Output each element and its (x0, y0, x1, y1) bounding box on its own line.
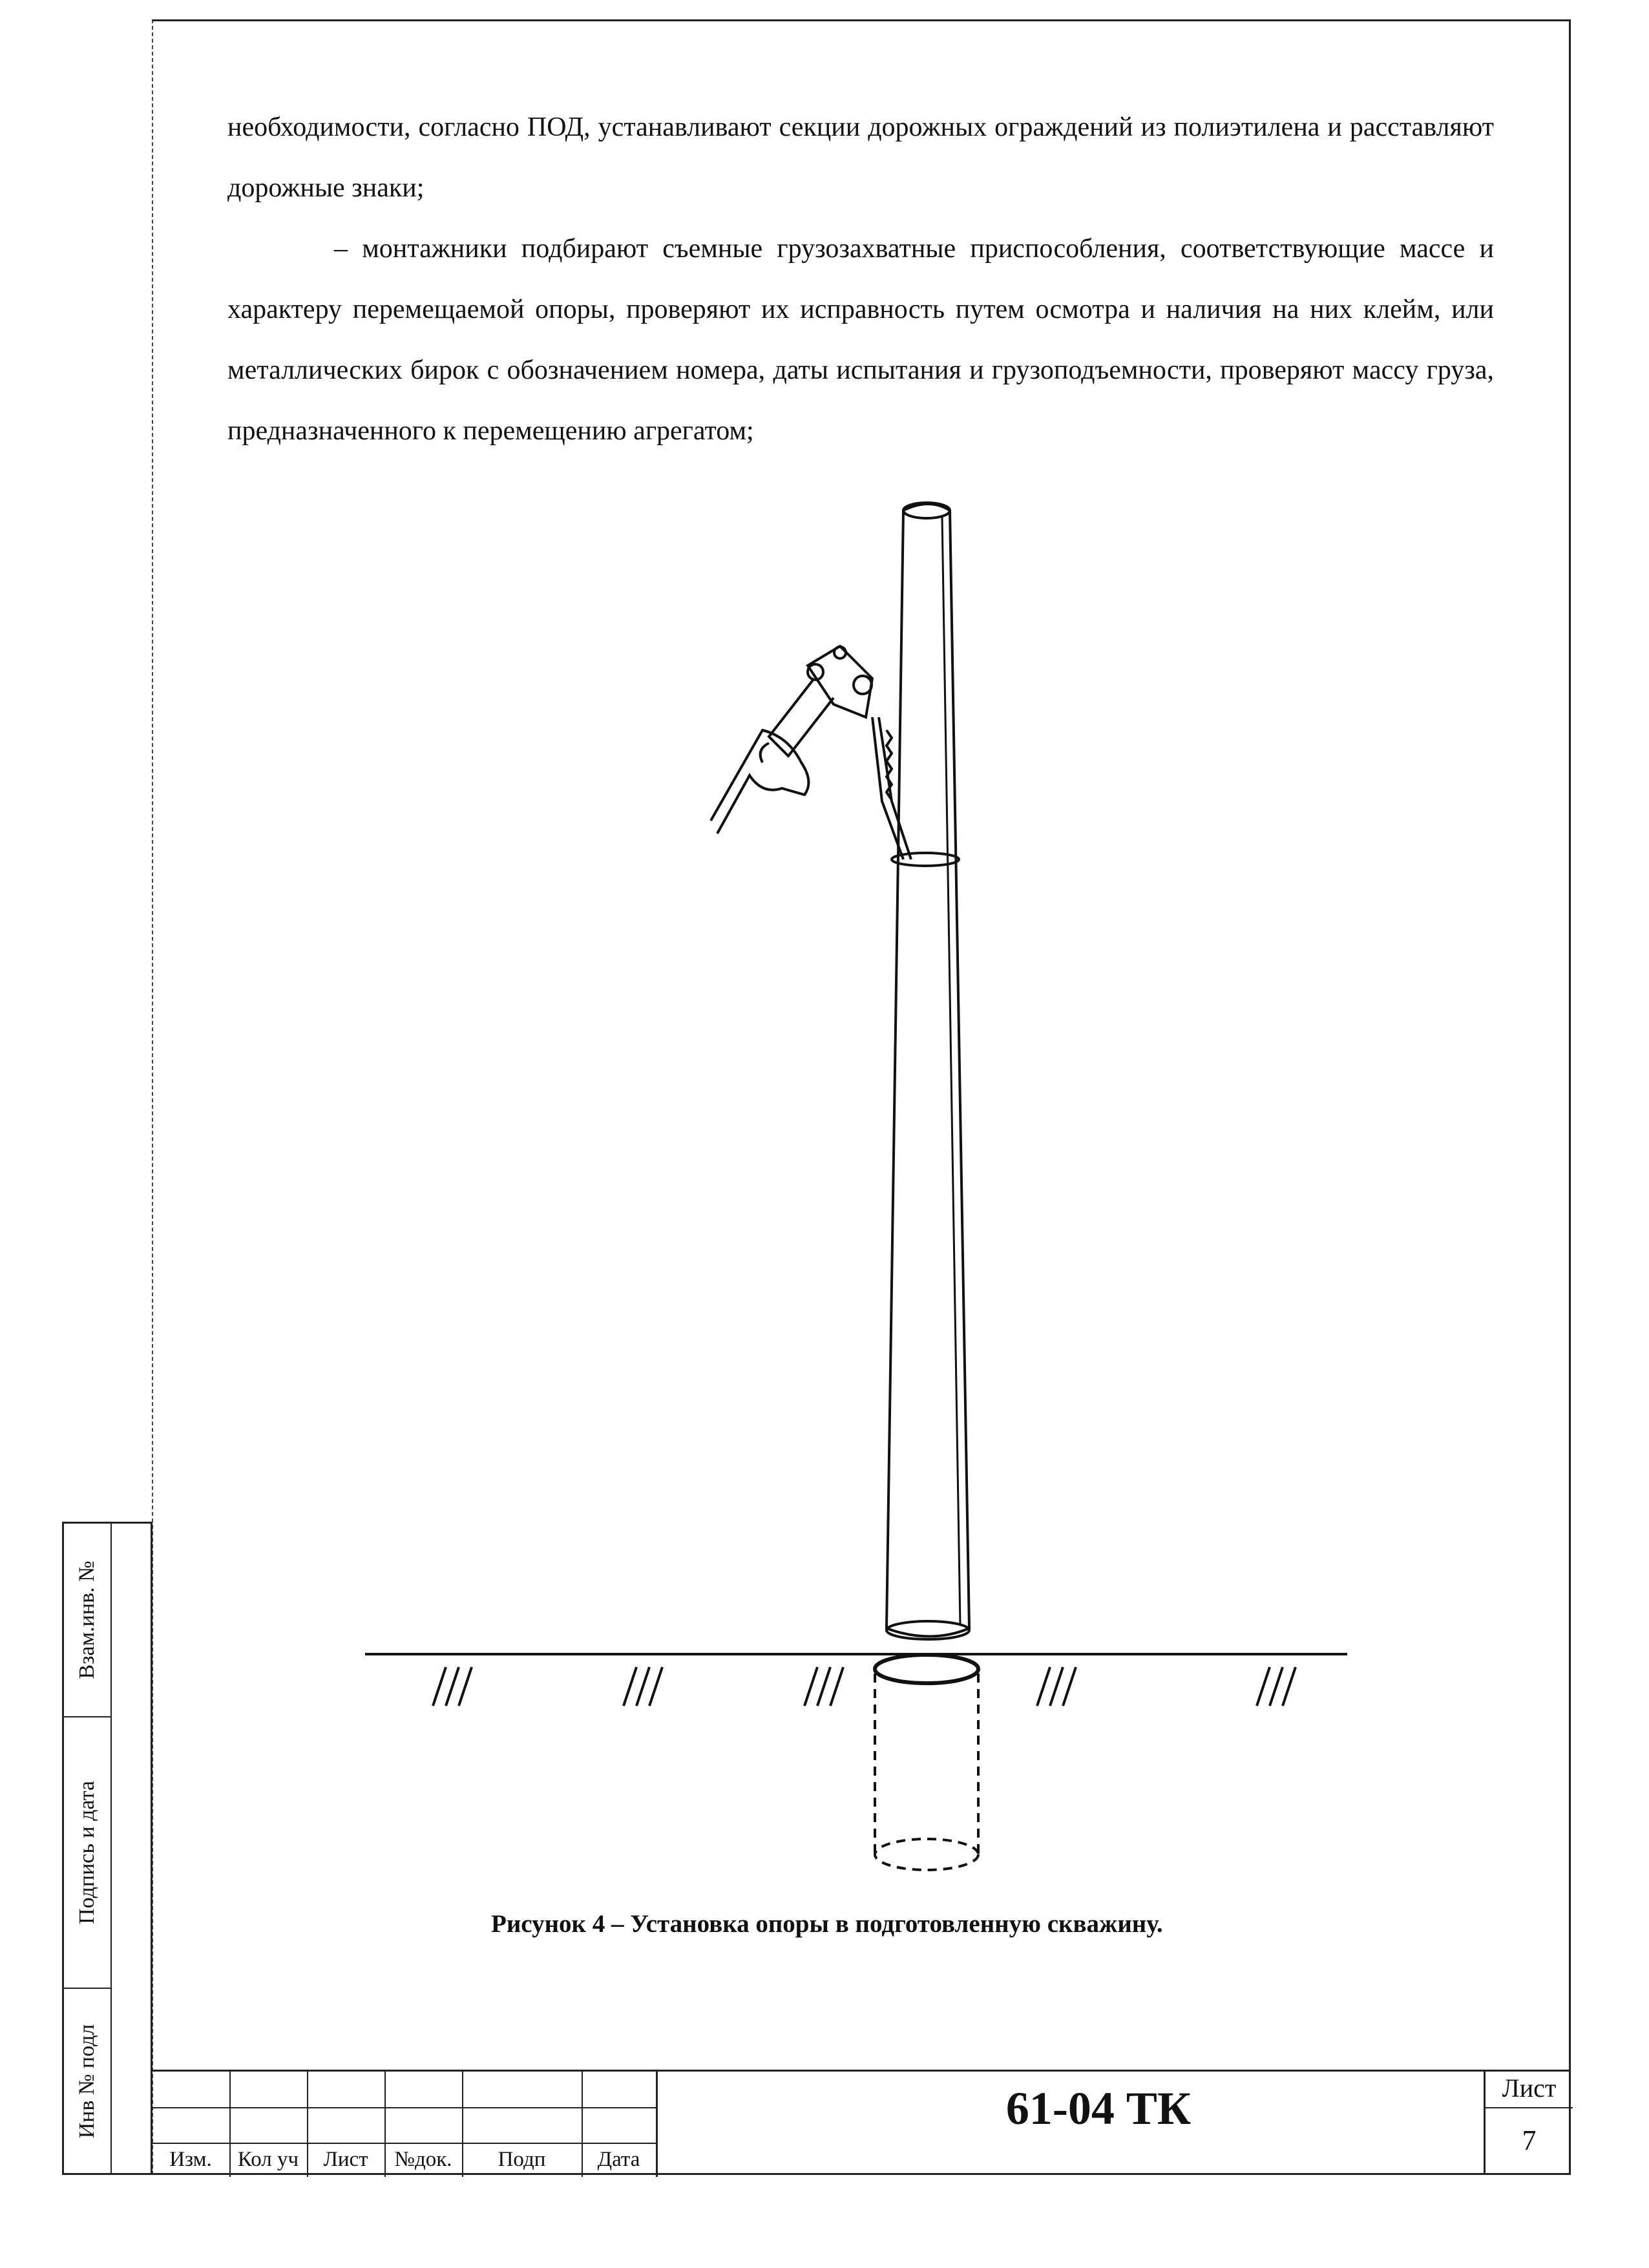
worker-hand (711, 730, 808, 834)
col-header-ndok: №док. (394, 2148, 452, 2171)
sheet-box (1484, 2070, 1573, 2175)
col-header-list: Лист (323, 2148, 368, 2171)
side-label-podpis-data: Подпись и дата (75, 1781, 99, 1924)
revision-row-divider (152, 2107, 656, 2108)
borehole (875, 1655, 978, 1870)
document-code: 61-04 ТК (1005, 2083, 1192, 2134)
sheet-label: Лист (1486, 2070, 1573, 2108)
paragraph-1: необходимости, согласно ПОД, устанавливают секции дорожных ограждений из полиэтилена и расставляют дорожные знаки; (227, 112, 1494, 203)
col-header-podp: Подп (498, 2148, 546, 2171)
col-header-izm: Изм. (169, 2148, 212, 2171)
side-label-inv-podl: Инв № подл (75, 2024, 99, 2138)
col-header-data: Дата (597, 2148, 640, 2171)
pole (887, 503, 969, 1639)
revision-table (152, 2072, 658, 2177)
col-header-kol-uch: Кол уч (237, 2148, 299, 2171)
paragraph-2: – монтажники подбирают съемные грузозахватные приспособления, соответствующие массе и характеру перемещаемой опоры, проверяют их исправность путем осмотра и наличия на них клейм, или металлических бирок с обозначением номера, даты испытания и грузоподъемности, проверяют массу груза, предназначенного к перемещению агрегатом; (227, 234, 1494, 446)
figure-caption: Рисунок 4 – Установка опоры в подготовленную скважину. (491, 1910, 1163, 1938)
revision-row-divider (152, 2143, 656, 2144)
side-label-vzam-inv: Взам.инв. № (75, 1560, 99, 1679)
ground (365, 1654, 1347, 1706)
sheet-number: 7 (1522, 2125, 1537, 2156)
